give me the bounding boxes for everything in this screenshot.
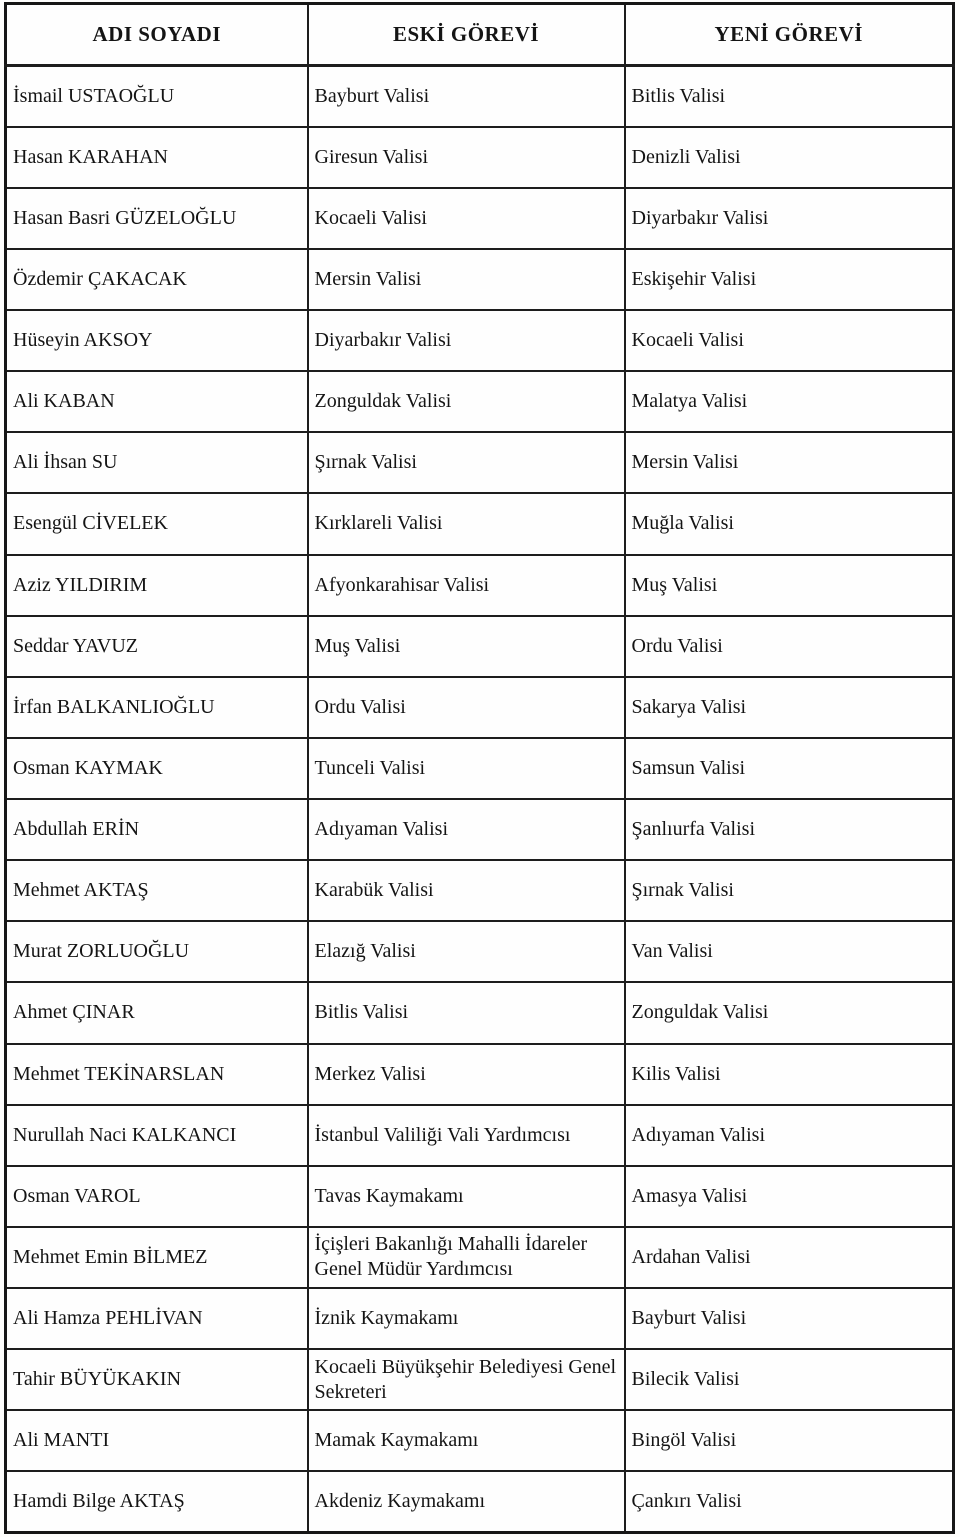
old-position-cell: Ordu Valisi	[308, 677, 625, 738]
person-name-cell: Murat ZORLUOĞLU	[6, 921, 308, 982]
person-name-cell: Seddar YAVUZ	[6, 616, 308, 677]
person-name-cell: İsmail USTAOĞLU	[6, 66, 308, 127]
table-row	[6, 555, 954, 616]
person-name-cell: Aziz YILDIRIM	[6, 555, 308, 616]
table-row	[6, 1288, 954, 1349]
new-position-cell: Eskişehir Valisi	[625, 249, 954, 310]
new-position-cell: Muş Valisi	[625, 555, 954, 616]
person-name-cell: Mehmet Emin BİLMEZ	[6, 1227, 308, 1288]
new-position-cell: Şırnak Valisi	[625, 860, 954, 921]
old-position-cell: Zonguldak Valisi	[308, 371, 625, 432]
new-position-cell: Sakarya Valisi	[625, 677, 954, 738]
person-name-cell: Ali Hamza PEHLİVAN	[6, 1288, 308, 1349]
table-row	[6, 371, 954, 432]
new-position-cell: Bilecik Valisi	[625, 1349, 954, 1410]
table-row	[6, 249, 954, 310]
new-position-cell: Ardahan Valisi	[625, 1227, 954, 1288]
person-name-cell: Tahir BÜYÜKAKIN	[6, 1349, 308, 1410]
new-position-cell: Denizli Valisi	[625, 127, 954, 188]
person-name-cell: Esengül CİVELEK	[6, 493, 308, 554]
old-position-cell: Elazığ Valisi	[308, 921, 625, 982]
appointments-table	[4, 2, 955, 1534]
old-position-cell: Mamak Kaymakamı	[308, 1410, 625, 1471]
table-row	[6, 1227, 954, 1288]
new-position-cell: Bitlis Valisi	[625, 66, 954, 127]
table-row	[6, 677, 954, 738]
old-position-cell: Afyonkarahisar Valisi	[308, 555, 625, 616]
column-header-old-position: ESKİ GÖREVİ	[308, 4, 625, 66]
person-name-cell: Mehmet AKTAŞ	[6, 860, 308, 921]
person-name-cell: Osman VAROL	[6, 1166, 308, 1227]
new-position-cell: Kilis Valisi	[625, 1044, 954, 1105]
new-position-cell: Amasya Valisi	[625, 1166, 954, 1227]
new-position-cell: Şanlıurfa Valisi	[625, 799, 954, 860]
new-position-cell: Çankırı Valisi	[625, 1471, 954, 1532]
old-position-cell: Kırklareli Valisi	[308, 493, 625, 554]
table-row	[6, 982, 954, 1043]
old-position-cell: Kocaeli Valisi	[308, 188, 625, 249]
table-row	[6, 1410, 954, 1471]
column-header-new-position: YENİ GÖREVİ	[625, 4, 954, 66]
new-position-cell: Van Valisi	[625, 921, 954, 982]
person-name-cell: Ahmet ÇINAR	[6, 982, 308, 1043]
person-name-cell: Osman KAYMAK	[6, 738, 308, 799]
new-position-cell: Zonguldak Valisi	[625, 982, 954, 1043]
old-position-cell: Akdeniz Kaymakamı	[308, 1471, 625, 1532]
new-position-cell: Kocaeli Valisi	[625, 310, 954, 371]
new-position-cell: Diyarbakır Valisi	[625, 188, 954, 249]
old-position-cell: İçişleri Bakanlığı Mahalli İdareler Genel Müdür Yardımcısı	[308, 1227, 625, 1288]
person-name-cell: Hüseyin AKSOY	[6, 310, 308, 371]
new-position-cell: Adıyaman Valisi	[625, 1105, 954, 1166]
table-row	[6, 188, 954, 249]
old-position-cell: Mersin Valisi	[308, 249, 625, 310]
person-name-cell: Ali MANTI	[6, 1410, 308, 1471]
table-row	[6, 738, 954, 799]
column-header-name: ADI SOYADI	[6, 4, 308, 66]
person-name-cell: Mehmet TEKİNARSLAN	[6, 1044, 308, 1105]
person-name-cell: Nurullah Naci KALKANCI	[6, 1105, 308, 1166]
new-position-cell: Bingöl Valisi	[625, 1410, 954, 1471]
old-position-cell: Karabük Valisi	[308, 860, 625, 921]
table-row	[6, 799, 954, 860]
old-position-cell: Bitlis Valisi	[308, 982, 625, 1043]
table-row	[6, 1349, 954, 1410]
table-row	[6, 310, 954, 371]
old-position-cell: Muş Valisi	[308, 616, 625, 677]
table-row	[6, 1105, 954, 1166]
old-position-cell: Adıyaman Valisi	[308, 799, 625, 860]
person-name-cell: Ali İhsan SU	[6, 432, 308, 493]
new-position-cell: Bayburt Valisi	[625, 1288, 954, 1349]
table-row	[6, 860, 954, 921]
table-row	[6, 432, 954, 493]
person-name-cell: İrfan BALKANLIOĞLU	[6, 677, 308, 738]
old-position-cell: Tavas Kaymakamı	[308, 1166, 625, 1227]
table-row	[6, 921, 954, 982]
person-name-cell: Abdullah ERİN	[6, 799, 308, 860]
old-position-cell: Giresun Valisi	[308, 127, 625, 188]
header-row	[6, 4, 954, 66]
old-position-cell: Şırnak Valisi	[308, 432, 625, 493]
table-body	[6, 66, 954, 1533]
table-row	[6, 1166, 954, 1227]
table-row	[6, 1044, 954, 1105]
person-name-cell: Hasan Basri GÜZELOĞLU	[6, 188, 308, 249]
old-position-cell: Merkez Valisi	[308, 1044, 625, 1105]
new-position-cell: Muğla Valisi	[625, 493, 954, 554]
old-position-cell: İstanbul Valiliği Vali Yardımcısı	[308, 1105, 625, 1166]
table-row	[6, 1471, 954, 1532]
old-position-cell: İznik Kaymakamı	[308, 1288, 625, 1349]
table-row	[6, 127, 954, 188]
person-name-cell: Özdemir ÇAKACAK	[6, 249, 308, 310]
table-row	[6, 616, 954, 677]
old-position-cell: Diyarbakır Valisi	[308, 310, 625, 371]
person-name-cell: Hasan KARAHAN	[6, 127, 308, 188]
old-position-cell: Tunceli Valisi	[308, 738, 625, 799]
person-name-cell: Ali KABAN	[6, 371, 308, 432]
old-position-cell: Kocaeli Büyükşehir Belediyesi Genel Sekreteri	[308, 1349, 625, 1410]
new-position-cell: Ordu Valisi	[625, 616, 954, 677]
new-position-cell: Samsun Valisi	[625, 738, 954, 799]
new-position-cell: Malatya Valisi	[625, 371, 954, 432]
table-row	[6, 493, 954, 554]
old-position-cell: Bayburt Valisi	[308, 66, 625, 127]
person-name-cell: Hamdi Bilge AKTAŞ	[6, 1471, 308, 1532]
table-row	[6, 66, 954, 127]
new-position-cell: Mersin Valisi	[625, 432, 954, 493]
